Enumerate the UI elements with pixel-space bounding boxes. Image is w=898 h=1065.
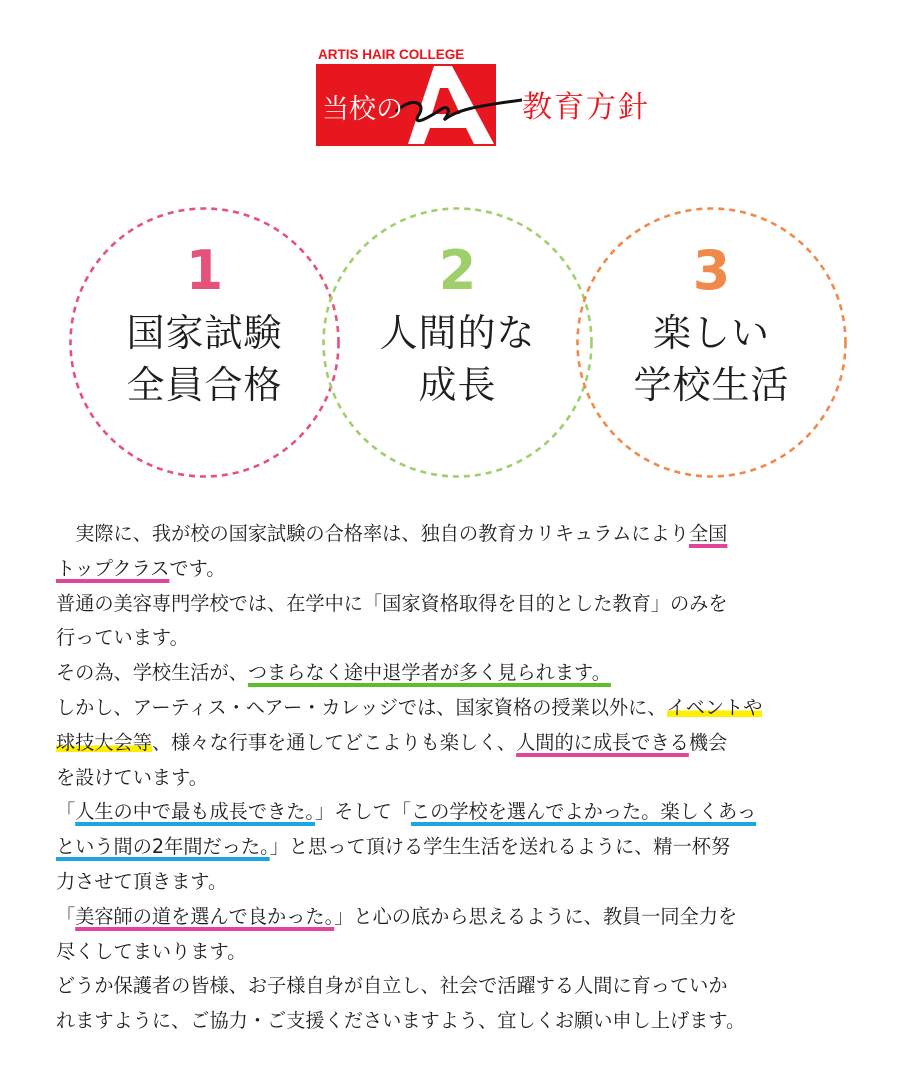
policy-circle-2	[320, 205, 595, 480]
policy-number: 2	[438, 239, 477, 302]
policy-line: 人間的な	[379, 311, 536, 355]
policy-line: 成長	[418, 363, 497, 407]
highlight-green: つまらなく途中退学者が多く見られます。	[247, 661, 611, 685]
text-line	[56, 726, 876, 761]
text-span: 、様々な行事を通してどこよりも楽しく、	[151, 730, 517, 754]
policy-text	[320, 307, 595, 411]
text-line	[56, 656, 876, 691]
policy-text	[574, 307, 849, 411]
highlight-blue: 人生の中で最も成長できた。	[75, 800, 316, 824]
header-logo	[316, 44, 696, 150]
highlight-pink: 美容師の道を選んで良かった。	[75, 904, 335, 928]
policy-number: 3	[692, 239, 731, 302]
highlight-pink: 人間的に成長できる	[516, 730, 689, 754]
policy-number: 1	[185, 239, 224, 302]
text-span: 「	[56, 800, 76, 824]
text-span: しかし、アーティス・ヘアー・カレッジでは、国家資格の授業以外に、	[56, 695, 667, 719]
text-line	[56, 900, 876, 935]
text-line	[56, 691, 876, 726]
text-span: 」と思って頂ける学生生活を送れるように、精一杯努	[269, 835, 731, 859]
text-line	[56, 552, 876, 587]
text-line: どうか保護者の皆様、お子様自身が自立し、社会で活躍する人間に育っていか	[56, 974, 728, 998]
college-name: ARTIS HAIR COLLEGE	[318, 47, 465, 62]
text-span: です。	[169, 556, 226, 580]
text-line: れますように、ご協力・ご支援くださいますよう、宜しくお願い申し上げます。	[56, 1009, 746, 1033]
text-line: 普通の美容専門学校では、在学中に「国家資格取得を目的とした教育」のみを	[56, 591, 728, 615]
text-span: 」そして「	[315, 800, 411, 824]
text-line	[56, 830, 876, 865]
policy-line: 国家試験	[126, 311, 283, 355]
highlight-yellow: イベントや	[666, 695, 763, 719]
text-line: 力させて頂きます。	[56, 869, 228, 893]
text-line: 行っています。	[56, 626, 189, 650]
policy-description	[56, 517, 876, 1039]
text-span: 実際に、我が校の国家試験の合格率は、独自の教育カリキュラムにより	[75, 522, 689, 545]
policy-circle-1	[67, 205, 342, 480]
text-line: 尽くしてまいります。	[56, 939, 247, 963]
highlight-yellow: 球技大会等	[56, 730, 152, 754]
text-line	[56, 517, 876, 552]
text-span: 」と心の底から思えるように、教員一同全力を	[334, 904, 738, 928]
policy-line: 学校生活	[633, 363, 790, 407]
text-span: 機会	[688, 730, 728, 754]
policy-line: 全員合格	[126, 363, 283, 407]
text-line: を設けています。	[56, 765, 208, 789]
title-left: 当校の	[322, 94, 403, 125]
highlight-blue: この学校を選んでよかった。楽しくあっ	[410, 800, 757, 824]
highlight-blue: という間の2年間だった。	[56, 835, 270, 859]
policy-line: 楽しい	[652, 311, 770, 355]
policy-text	[67, 307, 342, 411]
text-line	[56, 795, 876, 830]
text-span: その為、学校生活が、	[56, 661, 248, 685]
highlight-pink: 全国	[689, 522, 728, 545]
title-right: 教育方針	[522, 90, 650, 125]
text-span: 「	[56, 904, 76, 928]
highlight-pink: トップクラス	[56, 556, 170, 580]
policy-circle-3	[574, 205, 849, 480]
